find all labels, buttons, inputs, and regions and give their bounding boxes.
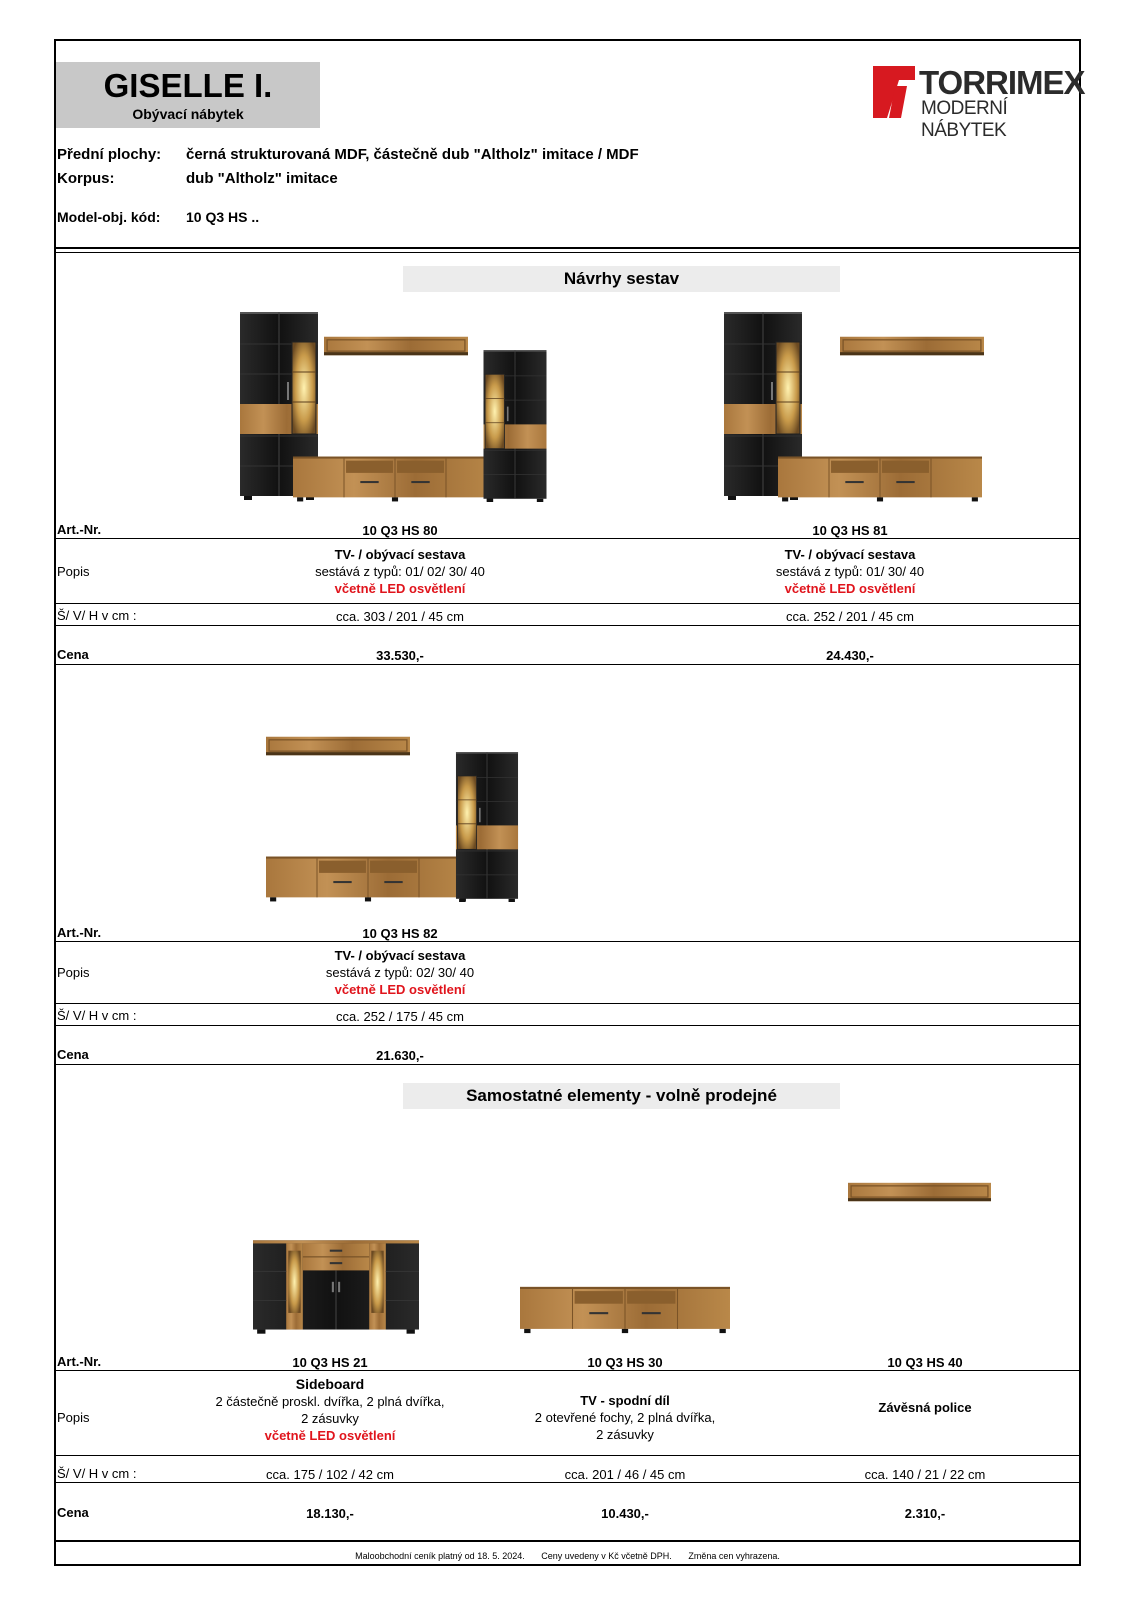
set-81-image [724, 310, 986, 504]
dims-label-row1: Š/ V/ H v cm : [57, 608, 137, 623]
element-21-name: Sideboard [295, 1376, 365, 1392]
footer-vat: Ceny uvedeny v Kč včetně DPH. [541, 1551, 672, 1561]
price-label-row1: Cena [57, 647, 89, 662]
element-21-desc-line1: 2 částečně proskl. dvířka, 2 plná dvířka, [215, 1394, 445, 1409]
set-82-led: včetně LED osvětlení [334, 982, 466, 997]
set-82-dims: cca. 252 / 175 / 45 cm [336, 1009, 464, 1024]
element-40-dims: cca. 140 / 21 / 22 cm [864, 1467, 986, 1482]
element-40-name: Závěsná police [878, 1400, 972, 1415]
popis-label-row2: Popis [57, 965, 90, 980]
spec-label-body: Korpus: [57, 170, 115, 187]
spec-value-body: dub "Altholz" imitace [186, 170, 338, 187]
popis-label-row3: Popis [57, 1410, 90, 1425]
art-label-row1: Art.-Nr. [57, 522, 102, 537]
element-21-image [253, 1240, 419, 1334]
popis-label-row1: Popis [57, 564, 90, 579]
footer-divider [54, 1540, 1081, 1542]
dims-label-row2: Š/ V/ H v cm : [57, 1008, 137, 1023]
set-80-name: TV- / obývací sestava [334, 547, 466, 562]
element-40-art: 10 Q3 HS 40 [887, 1355, 963, 1370]
header-divider [54, 247, 1081, 249]
set-82-price: 21.630,- [376, 1048, 424, 1063]
price-label-row3: Cena [57, 1505, 89, 1520]
element-21-dims: cca. 175 / 102 / 42 cm [266, 1467, 394, 1482]
set-82-types: sestává z typů: 02/ 30/ 40 [325, 965, 475, 980]
spec-value-front: černá strukturovaná MDF, částečně dub "Altholz" imitace / MDF [186, 146, 639, 163]
set-82-desc [250, 947, 550, 998]
page-title: GISELLE I. [103, 67, 273, 104]
spec-label-front: Přední plochy: [57, 146, 162, 163]
row-divider [54, 941, 1081, 942]
row-divider [54, 1025, 1081, 1026]
price-label-row2: Cena [57, 1047, 89, 1062]
section-title-elements: Samostatné elementy - volně prodejné [403, 1083, 840, 1109]
element-21-led: včetně LED osvětlení [264, 1428, 396, 1443]
set-81-art: 10 Q3 HS 81 [812, 523, 888, 538]
element-40-price: 2.310,- [904, 1506, 946, 1521]
set-80-dims: cca. 303 / 201 / 45 cm [336, 609, 464, 624]
set-82-art: 10 Q3 HS 82 [362, 926, 438, 941]
spec-label-code: Model-obj. kód: [57, 209, 161, 225]
set-80-art: 10 Q3 HS 80 [362, 523, 438, 538]
element-21-desc [180, 1376, 480, 1444]
element-30-name: TV - spodní díl [580, 1393, 670, 1408]
footer [54, 1551, 1081, 1561]
footer-validity: Maloobchodní ceník platný od 18. 5. 2024. [355, 1551, 525, 1561]
set-80-desc [250, 546, 550, 597]
torrimex-logo-icon [873, 66, 915, 118]
element-21-art: 10 Q3 HS 21 [292, 1355, 368, 1370]
art-label-row3: Art.-Nr. [57, 1354, 102, 1369]
set-81-led: včetně LED osvětlení [784, 581, 916, 596]
row-divider [54, 1455, 1081, 1456]
element-30-desc-line1: 2 otevřené fochy, 2 plná dvířka, [534, 1410, 716, 1425]
spec-value-code: 10 Q3 HS .. [186, 209, 260, 225]
set-82-name: TV- / obývací sestava [334, 948, 466, 963]
set-81-dims: cca. 252 / 201 / 45 cm [786, 609, 914, 624]
set-81-desc [700, 546, 1000, 597]
element-30-desc [475, 1392, 775, 1443]
set-81-types: sestává z typů: 01/ 30/ 40 [775, 564, 925, 579]
row-divider [54, 1003, 1081, 1004]
element-30-desc-line2: 2 zásuvky [596, 1427, 654, 1442]
element-30-art: 10 Q3 HS 30 [587, 1355, 663, 1370]
logo-tagline: MODERNÍ NÁBYTEK [921, 98, 1008, 141]
row-divider [54, 538, 1081, 539]
element-30-dims: cca. 201 / 46 / 45 cm [564, 1467, 686, 1482]
footer-note: Změna cen vyhrazena. [688, 1551, 780, 1561]
element-30-image [520, 1286, 730, 1334]
row-divider [54, 1370, 1081, 1371]
section-title-sets: Návrhy sestav [403, 266, 840, 292]
row-divider [54, 664, 1081, 665]
set-80-led: včetně LED osvětlení [334, 581, 466, 596]
brand-logo [873, 64, 1085, 141]
element-40-desc [775, 1399, 1075, 1416]
element-21-desc-line2: 2 zásuvky [301, 1411, 359, 1426]
row-divider [54, 625, 1081, 626]
set-82-image [266, 736, 528, 904]
set-81-name: TV- / obývací sestava [784, 547, 916, 562]
element-30-price: 10.430,- [601, 1506, 649, 1521]
dims-label-row3: Š/ V/ H v cm : [57, 1466, 137, 1481]
set-80-image [240, 310, 555, 504]
row-divider [54, 1482, 1081, 1483]
art-label-row2: Art.-Nr. [57, 925, 102, 940]
logo-brand: TORRIMEX [919, 64, 1085, 101]
set-80-types: sestává z typů: 01/ 02/ 30/ 40 [315, 564, 485, 579]
row-divider [54, 1064, 1081, 1065]
element-21-price: 18.130,- [306, 1506, 354, 1521]
set-81-price: 24.430,- [826, 648, 874, 663]
page-subtitle: Obývací nábytek [132, 106, 244, 122]
header-divider-2 [54, 252, 1081, 253]
element-40-image [848, 1182, 991, 1202]
row-divider [54, 603, 1081, 604]
set-80-price: 33.530,- [376, 648, 424, 663]
title-box [56, 62, 320, 128]
